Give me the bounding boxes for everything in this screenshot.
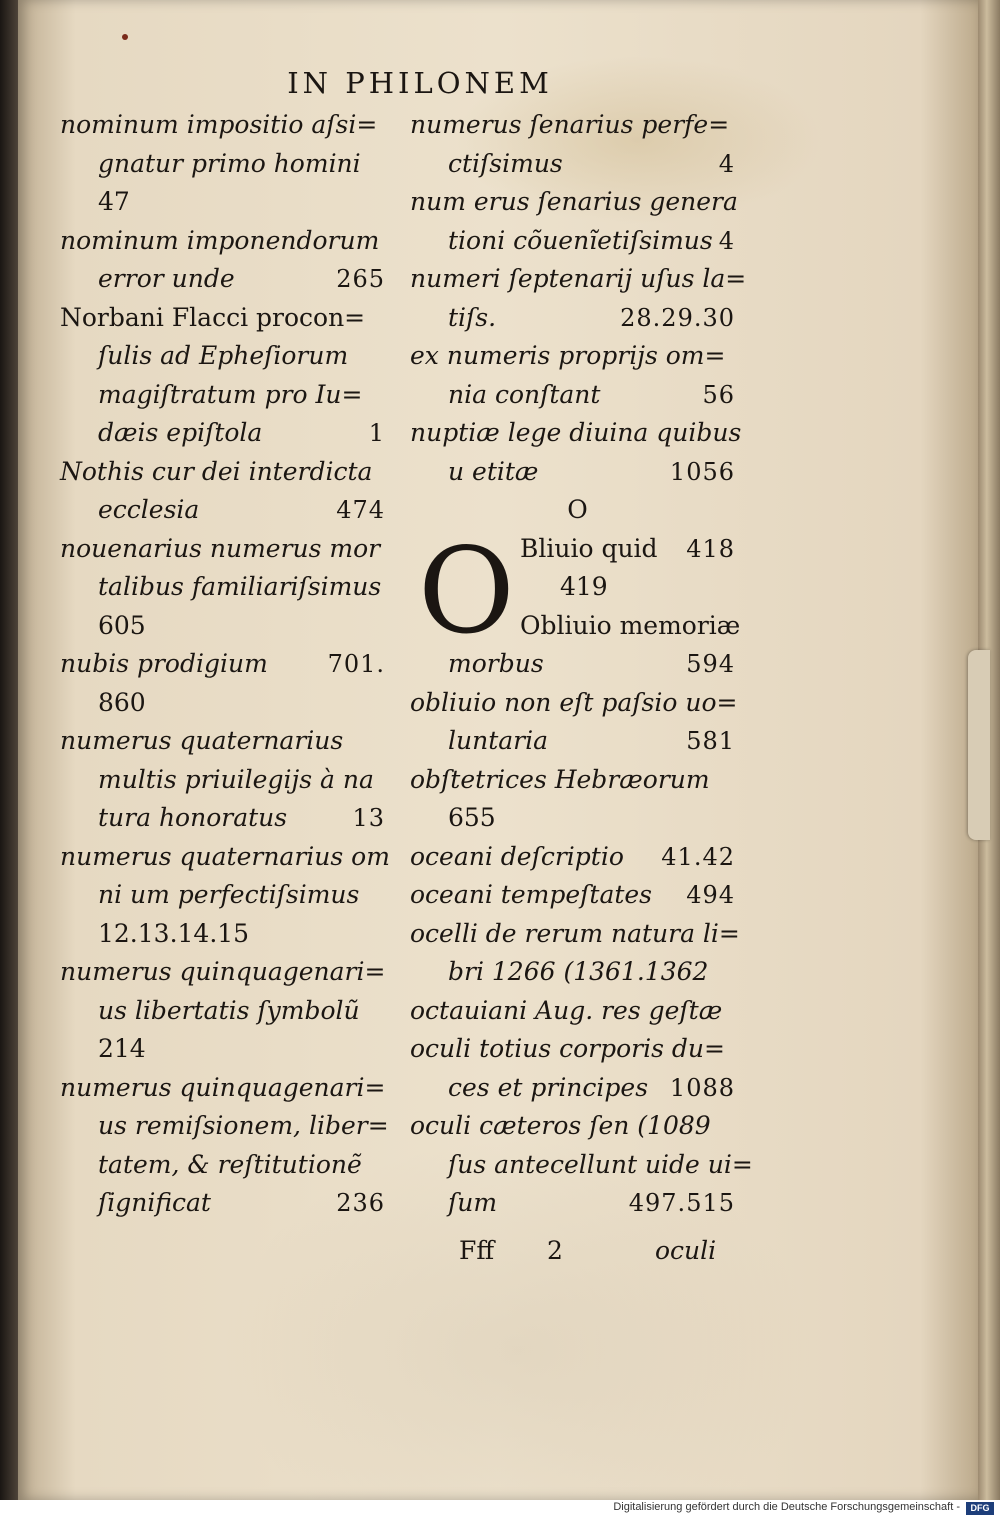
index-entry-line: [60, 645, 395, 684]
index-entry-line: [60, 145, 395, 184]
index-entry-line: [60, 453, 395, 492]
index-entry-line: [410, 106, 745, 145]
entry-text: tioni cõuenĩetiſsimus: [448, 225, 713, 255]
entry-text: nominum imponendorum: [60, 225, 380, 255]
index-entry-line: [60, 1069, 395, 1108]
entry-text: oculi totius corporis du=: [410, 1034, 725, 1063]
entry-text: O: [567, 495, 588, 524]
index-entry-line: [60, 183, 395, 222]
index-entry-line: [410, 260, 745, 299]
entry-text: obſtetrices Hebræorum: [410, 764, 710, 794]
funding-credit: Digitalisierung gefördert durch die Deutsche Forschungsgemeinschaft -: [613, 1501, 960, 1513]
page-reference: 4: [718, 149, 735, 178]
entry-text: numerus quaternarius: [60, 726, 344, 755]
index-entry-line: [60, 607, 395, 646]
entry-text: nominum impositio aſsi=: [60, 110, 378, 139]
index-entry-line: [60, 1030, 395, 1069]
index-entry-line: [60, 491, 395, 530]
index-entry-line: [410, 222, 745, 261]
index-entry-line: [410, 915, 745, 954]
page-reference: 474: [336, 496, 385, 524]
index-entry-line: [410, 145, 745, 184]
index-entry-line: [60, 838, 395, 877]
index-entry-line: [60, 414, 395, 453]
entry-text: numerus quinquagenari=: [60, 957, 386, 986]
index-entry-line: [60, 530, 395, 569]
entry-text: obliuio non eſt paſsio uo=: [410, 687, 738, 717]
entry-text: ni um perfectiſsimus: [98, 880, 360, 909]
entry-text: numerus quaternarius om: [60, 841, 390, 871]
index-entry-line: [60, 799, 395, 838]
entry-text: us libertatis ſymbolũ: [98, 995, 360, 1025]
entry-text: error unde: [98, 264, 235, 293]
index-entry-line: [60, 953, 395, 992]
drop-cap: O: [418, 521, 515, 660]
page-reference: 581: [686, 727, 735, 755]
index-entry-line: [410, 337, 745, 376]
index-entry-line: [410, 1184, 745, 1223]
entry-text: 12.13.14.15: [98, 918, 250, 948]
index-entry-line: [410, 376, 745, 415]
index-entry-line: [60, 299, 395, 338]
page-reference: 494: [686, 881, 735, 909]
signature-number: 2: [547, 1236, 563, 1265]
running-header: IN PHILONEM: [287, 66, 553, 100]
page-reference: 265: [336, 265, 385, 293]
index-entry-line: [60, 260, 395, 299]
entry-text: 47: [98, 187, 130, 216]
page-reference: 594: [686, 650, 735, 678]
entry-text: multis priuilegijs à na: [98, 764, 374, 794]
entry-text: nubis prodigium: [60, 649, 268, 678]
index-entry-line: [410, 183, 745, 222]
entry-text: tura honoratus: [98, 803, 288, 832]
entry-text: Bliuio quid: [520, 533, 658, 563]
index-entry-line: [60, 337, 395, 376]
index-entry-line: [60, 376, 395, 415]
entry-text: ces et principes: [448, 1072, 649, 1102]
page-reference: 1088: [669, 1073, 735, 1102]
index-entry-line: [60, 915, 395, 954]
entry-text: bri 1266 (1361.1362: [448, 957, 709, 986]
entry-text: ex numeris proprijs om=: [410, 341, 726, 370]
entry-text: nia conſtant: [448, 379, 601, 409]
catchline: [445, 1236, 735, 1274]
index-entry-line: [410, 453, 745, 492]
page-reference: 56: [702, 380, 735, 409]
entry-text: magiſtratum pro Iu=: [98, 379, 363, 409]
index-entry-line: [60, 1146, 395, 1185]
entry-text: numeri ſeptenarij uſus la=: [410, 264, 747, 293]
index-entry-line: [410, 1107, 745, 1146]
index-entry-line: [410, 761, 745, 800]
page-reference: 28.29.30: [620, 303, 735, 332]
entry-text: dæis epiſtola: [98, 418, 263, 447]
page-reference: 701.: [327, 650, 385, 678]
index-entry-line: [410, 953, 745, 992]
index-entry-line: [60, 992, 395, 1031]
entry-text: tiſs.: [448, 302, 497, 332]
index-entry-line: [60, 1184, 395, 1223]
index-entry-line: [410, 1030, 745, 1069]
entry-text: talibus familiariſsimus: [98, 572, 382, 601]
entry-text: luntaria: [448, 726, 548, 755]
entry-text: num erus ſenarius genera: [410, 187, 738, 216]
entry-text: oculi cæteros ſen (1089: [410, 1111, 711, 1140]
entry-text: numerus quinquagenari=: [60, 1072, 386, 1102]
index-entry-line: [60, 222, 395, 261]
index-entry-line: [410, 722, 745, 761]
page-reference: 236: [336, 1189, 385, 1217]
page-reference: 1056: [669, 457, 735, 486]
index-entry-line: [60, 684, 395, 723]
entry-text: u etitæ: [448, 456, 539, 486]
index-column-right: [410, 106, 753, 1223]
entry-text: 655: [448, 803, 496, 832]
entry-text: 860: [98, 687, 146, 717]
entry-text: numerus ſenarius perfe=: [410, 110, 730, 139]
entry-text: Norbani Flacci procon=: [60, 302, 366, 332]
entry-text: 419: [560, 572, 608, 601]
index-entry-line: [60, 106, 395, 145]
catchword: oculi: [655, 1236, 717, 1265]
index-entry-line: [410, 992, 745, 1031]
entry-text: tatem, & reſtitutionẽ: [98, 1149, 362, 1179]
entry-text: ſus antecellunt uide ui=: [448, 1149, 753, 1179]
entry-text: 214: [98, 1034, 146, 1063]
page-reference: 418: [686, 534, 735, 563]
index-entry-line: [410, 799, 745, 838]
index-entry-line: [60, 761, 395, 800]
entry-text: oceani deſcriptio: [410, 841, 624, 871]
index-entry-line: [410, 838, 745, 877]
entry-text: us remiſsionem, liber=: [98, 1111, 389, 1140]
dfg-logo: DFG: [966, 1502, 994, 1515]
entry-text: ſulis ad Epheſiorum: [98, 341, 349, 370]
page-reference: 1: [368, 419, 385, 447]
signature-mark: Fff: [459, 1236, 495, 1265]
entry-text: ctiſsimus: [448, 148, 563, 178]
page-tab: [968, 650, 990, 840]
entry-text: ocelli de rerum natura li=: [410, 918, 740, 948]
ink-spot: [122, 34, 128, 40]
entry-text: ſignificat: [98, 1188, 211, 1217]
index-entry-line: [410, 414, 745, 453]
index-entry-line: [410, 684, 745, 723]
entry-text: ſum: [448, 1188, 498, 1217]
entry-text: octauiani Aug. res geſtæ: [410, 995, 723, 1025]
index-entry-line: [410, 1069, 745, 1108]
entry-text: nouenarius numerus mor: [60, 533, 381, 563]
index-entry-line: [410, 299, 745, 338]
index-entry-line: [410, 876, 745, 915]
entry-text: Obliuio memoriæ: [520, 610, 741, 640]
page-reference: 41.42: [661, 842, 735, 871]
page-reference: 497.515: [628, 1189, 735, 1217]
index-entry-line: [60, 1107, 395, 1146]
index-entry-line: [410, 1146, 753, 1185]
entry-text: oceani tempeſtates: [410, 880, 653, 909]
index-entry-line: [60, 568, 395, 607]
entry-text: morbus: [448, 649, 544, 678]
entry-text: 605: [98, 610, 146, 640]
index-entry-line: [60, 722, 395, 761]
entry-text: gnatur primo homini: [98, 148, 361, 178]
entry-text: ecclesia: [98, 495, 200, 524]
index-column-left: [60, 106, 395, 1223]
page-reference: 4: [718, 226, 735, 255]
index-entry-line: [60, 876, 395, 915]
entry-text: Nothis cur dei interdicta: [60, 456, 373, 486]
page-reference: 13: [352, 804, 385, 832]
entry-text: nuptiæ lege diuina quibus: [410, 418, 742, 447]
